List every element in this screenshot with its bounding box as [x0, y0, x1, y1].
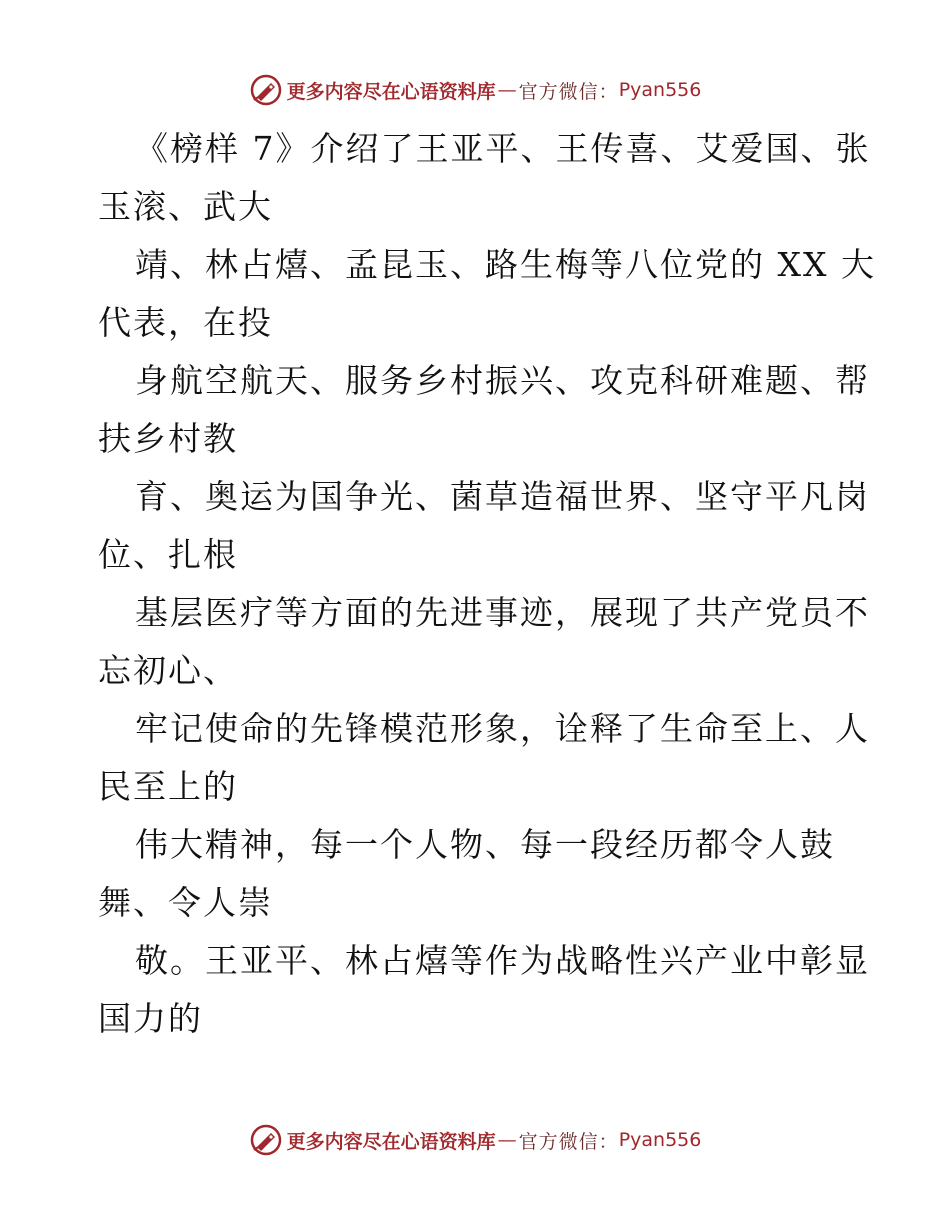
footer-banner-text: 更多内容尽在心语资料库	[286, 1130, 496, 1153]
header-banner-dash: —	[497, 79, 517, 101]
paragraph-line-16: 国力的	[98, 999, 203, 1038]
paragraph-line-2: 玉滚、武大	[98, 187, 273, 226]
paragraph-line-6: 扶乡村教	[98, 419, 238, 458]
header-banner-text: 更多内容尽在心语资料库	[286, 80, 496, 103]
paragraph-line-11: 牢记使命的先锋模范形象，诠释了生命至上、人	[135, 709, 870, 748]
paragraph-line-7: 育、奥运为国争光、菌草造福世界、坚守平凡岗	[135, 477, 870, 516]
page-footer-banner	[0, 1120, 950, 1160]
paragraph-line-13: 伟大精神，每一个人物、每一段经历都令人鼓	[135, 825, 835, 864]
paragraph-line-1: 《榜样 7》介绍了王亚平、王传喜、艾爱国、张	[135, 129, 871, 168]
paragraph-line-5: 身航空航天、服务乡村振兴、攻克科研难题、帮	[135, 361, 870, 400]
pen-nib-logo-icon	[249, 73, 283, 107]
paragraph-line-12: 民至上的	[98, 767, 238, 806]
pen-nib-logo-icon	[249, 1123, 283, 1157]
paragraph-line-15: 敬。王亚平、林占熺等作为战略性兴产业中彰显	[135, 941, 870, 980]
paragraph-line-4: 代表，在投	[98, 303, 273, 342]
document-body	[98, 120, 876, 1048]
paragraph-line-9: 基层医疗等方面的先进事迹，展现了共产党员不	[135, 593, 870, 632]
paragraph-line-10: 忘初心、	[98, 651, 238, 690]
footer-official-label: 官方微信：	[518, 1130, 619, 1153]
paragraph-line-14: 舞、令人崇	[98, 883, 273, 922]
header-wechat-id: Pyan556	[618, 79, 702, 101]
footer-banner-dash: —	[497, 1129, 517, 1151]
footer-wechat-id: Pyan556	[618, 1129, 702, 1151]
paragraph-line-3: 靖、林占熺、孟昆玉、路生梅等八位党的 XX 大	[135, 245, 876, 284]
page-header-banner	[0, 70, 950, 110]
header-official-label: 官方微信：	[518, 80, 619, 103]
paragraph-line-8: 位、扎根	[98, 535, 238, 574]
